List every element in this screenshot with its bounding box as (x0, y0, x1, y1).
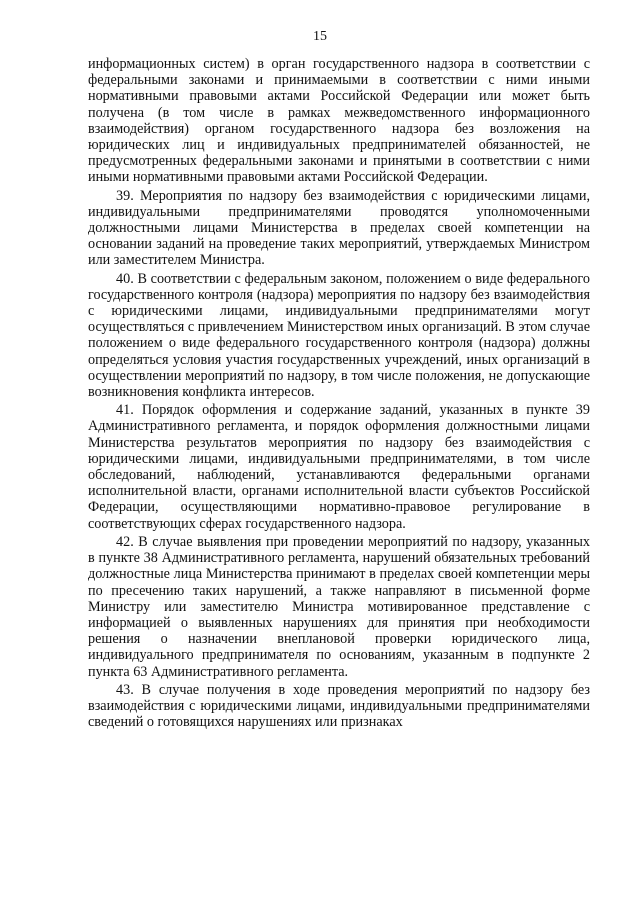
paragraph-continuation: информационных систем) в орган государственного надзора в соответствии с федеральными законами и принимаемыми в соответствии с ними иными нормативными правовыми актами Российской Федерации или может быть получена (в том числе в рамках межведомственного информационного взаимодействия) органом государственного надзора без возложения на юридических лиц и индивидуальных предпринимателей обязанностей, не предусмотренных федеральными законами и принятыми в соответствии с ними иными нормативными правовыми актами Российской Федерации. (88, 56, 590, 186)
paragraph-43: 43. В случае получения в ходе проведения мероприятий по надзору без взаимодействия с юридическими лицами, индивидуальными предпринимателями сведений о готовящихся нарушениях или признаках (88, 681, 590, 731)
paragraph-39: 39. Мероприятия по надзору без взаимодействия с юридическими лицами, индивидуальными предпринимателями проводятся уполномоченными должностными лицами Министерства в пределах своей компетенции на основании заданий на проведение таких мероприятий, утверждаемых Министром или заместителем Министра. (88, 187, 590, 269)
paragraph-40: 40. В соответствии с федеральным законом, положением о виде федерального государственного контроля (надзора) мероприятия по надзору без взаимодействия с юридическими лицами, индивидуальными предпринимателями могут осуществляться с привлечением Министерством иных организаций. В этом случае положением о виде федерального государственного контроля (надзора) должны определяться условия участия государственных учреждений, иных организаций в осуществлении мероприятий по надзору, в том числе положения, не допускающие возникновения конфликта интересов. (88, 270, 590, 401)
paragraph-42: 42. В случае выявления при проведении мероприятий по надзору, указанных в пункте 38 Административного регламента, нарушений обязательных требований должностные лица Министерства принимают в пределах своей компетенции меры по пресечению таких нарушений, а также направляют в письменной форме Министру или заместителю Министра мотивированное представление с информацией о выявленных нарушениях для принятия при необходимости решения о назначении внеплановой проверки юридического лица, индивидуального предпринимателя по основаниям, указанным в подпункте 2 пункта 63 Административного регламента. (88, 533, 590, 680)
paragraph-41: 41. Порядок оформления и содержание заданий, указанных в пункте 39 Административного регламента, и порядок оформления должностными лицами Министерства результатов мероприятия по надзору без взаимодействия с юридическими лицами, индивидуальными предпринимателями, в том числе обследований, наблюдений, устанавливаются федеральными органами исполнительной власти, органами исполнительной власти субъектов Российской Федерации, осуществляющими нормативно-правовое регулирование в соответствующих сферах государственного надзора. (88, 402, 590, 532)
document-body (88, 56, 590, 732)
page-number: 15 (313, 29, 327, 44)
